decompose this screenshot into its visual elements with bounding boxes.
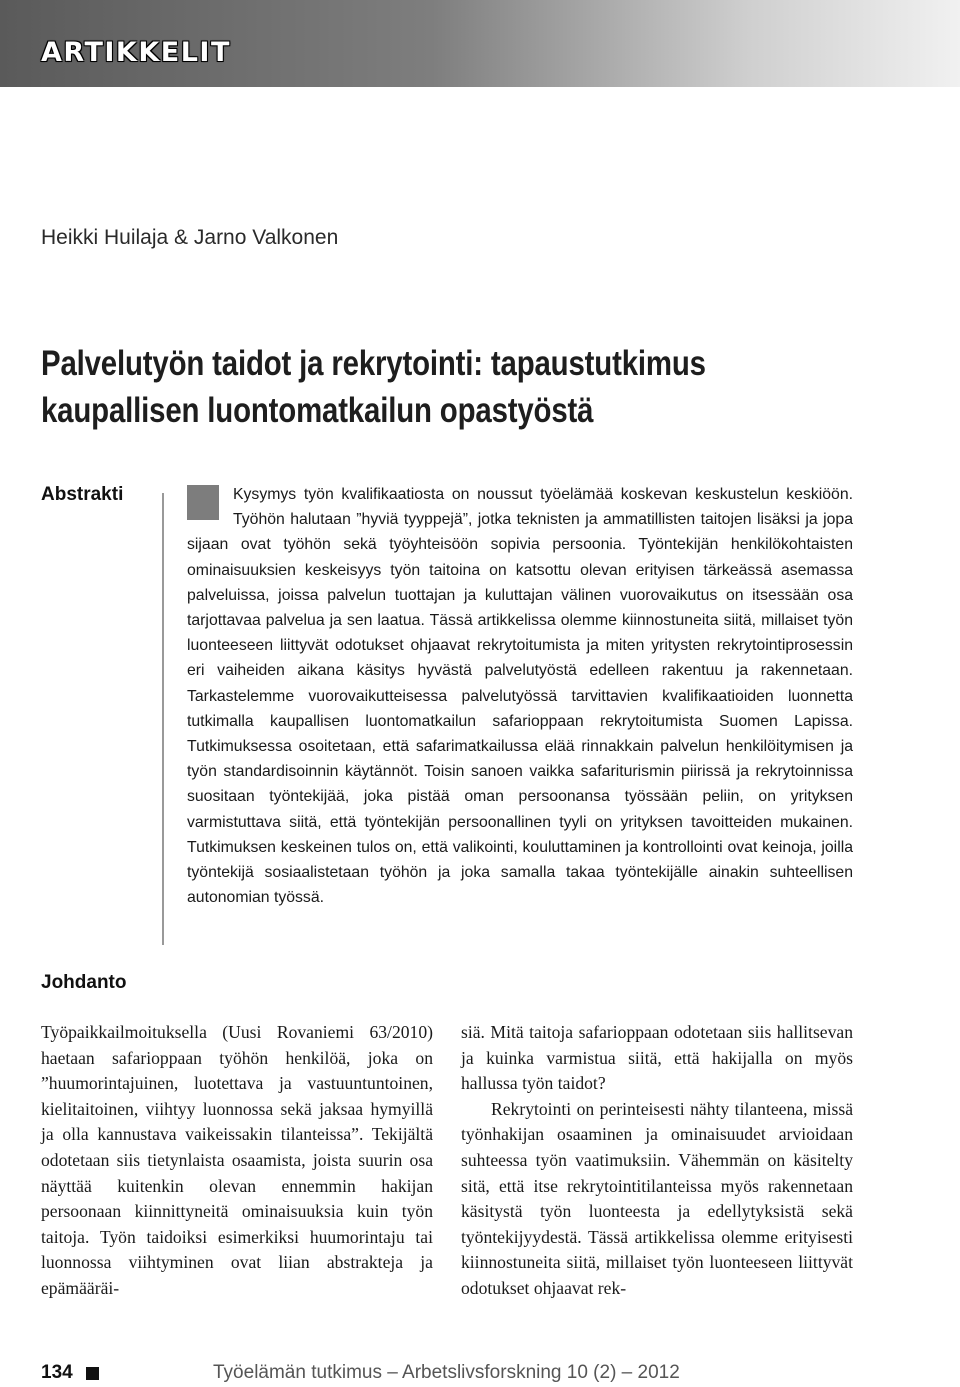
body-paragraph: Rekrytointi on perinteisesti nähty tilanteena, missä työnhakijan osaaminen ja ominaisuudet arvioidaan suhteessa työn vaatimuksiin. Vähemmän on käsitelty sitä, että itse rekrytointitilanteissa myös rakennetaan käsitystä työn luonteesta ja edellytyksistä sekä työntekijyydestä. Tässä artikkelissa olemme erityisesti kiinnostuneita siitä, millaiset työn luonteeseen liittyvät odotukset ohjaavat rek-	[461, 1098, 853, 1298]
introduction-heading: Johdanto	[41, 972, 127, 993]
body-column-left	[41, 1020, 433, 1302]
title-line-2: kaupallisen luontomatkailun opastyöstä	[41, 391, 594, 430]
article-title	[41, 340, 706, 434]
article-authors: Heikki Huilaja & Jarno Valkonen	[41, 226, 339, 249]
abstract-divider	[162, 493, 164, 945]
page-number: 134	[41, 1362, 73, 1383]
abstract-heading: Abstrakti	[41, 484, 124, 505]
title-line-1: Palvelutyön taidot ja rekrytointi: tapaustutkimus	[41, 344, 706, 383]
journal-citation: Työelämän tutkimus – Arbetslivsforskning 10 (2) – 2012	[213, 1362, 680, 1383]
body-paragraph: siä. Mitä taitoja safarioppaan odotetaan siis hallitsevan ja kuinka varmistua siitä, että hakijalla on myös hallussa työn taidot?	[461, 1022, 853, 1094]
abstract-text: Kysymys työn kvalifikaatiosta on noussut työelämää koskevan keskustelun keskiöön. Työhön halutaan ”hyviä tyyppejä”, jotka teknisten ja ammatillisten taitojen lisäksi ja jopa sijaan ovat työhön sekä työyhteisöön sopivia persoonia. Työntekijän henkilökohtaisten ominaisuuksien keskeisyys työn taitoina on katsottu olevan erityisen tärkeässä asemassa palveluissa, joissa palvelun tuottajan ja kuluttajan välinen vuorovaikutus on itsessään osa tarjottavaa palvelua ja sen laatua. Tässä artikkelissa olemme kiinnostuneita siitä, millaiset työn luonteeseen liittyvät odotukset ohjaavat rekrytoitumista ja miten yritysten rekrytointiprosessin eri vaiheiden aikana käsitys hyvästä palvelutyöstä edelleen rakentuu ja rakennetaan. Tarkastelemme vuorovaikutteisessa palvelutyössä tarvittavien kvalifikaatioiden luonnetta tutkimalla kaupallisen luontomatkailun safarioppaan rekrytoitumista Suomen Lapissa. Tutkimuksessa osoitetaan, että safarimatkailussa elää rinnakkain palvelun henkilöitymisen ja työn standardisoinnin käytännöt. Toisin sanoen vaikka safariturismin piirissä ja rekrytoinnissa suositaan työntekijää, joka pistää oman persoonansa työssään peliin, on yrityksen varmistuttava siitä, että työntekijän persoonallinen tyyli on yrityksen tavoitteiden mukainen. Tutkimuksen keskeinen tulos on, että valikointi, kouluttaminen ja kontrollointi ovat keinoja, joilla työntekijä sosiaalistetaan työhön ja joka samalla takaa työntekijälle ainakin suhteellisen autonomian työssä.	[187, 486, 853, 907]
body-paragraph: Työpaikkailmoituksella (Uusi Rovaniemi 63/2010) haetaan safarioppaan työhön henkilöä, joka on ”huumorintajuinen, luotettava ja vastuuntuntoinen, kielitaitoinen, viihtyy luonnossa sekä jaksaa hymyillä ja olla kannustava vaikeissakin tilanteissa”. Tekijältä odotetaan siis tietynlaista osaamista, joista suurin osa näyttää kuitenkin olevan ennemmin hakijan persoonaan kiinnittyneitä ominaisuuksia kuin työn taitoja. Työn taidoiksi esimerkiksi huumorintaju tai luonnossa viihtyminen ovat liian abstrakteja ja epämääräi-	[41, 1022, 433, 1298]
footer-square-marker	[86, 1367, 99, 1380]
section-label: ARTIKKELIT	[41, 37, 231, 68]
body-column-right	[461, 1020, 853, 1302]
